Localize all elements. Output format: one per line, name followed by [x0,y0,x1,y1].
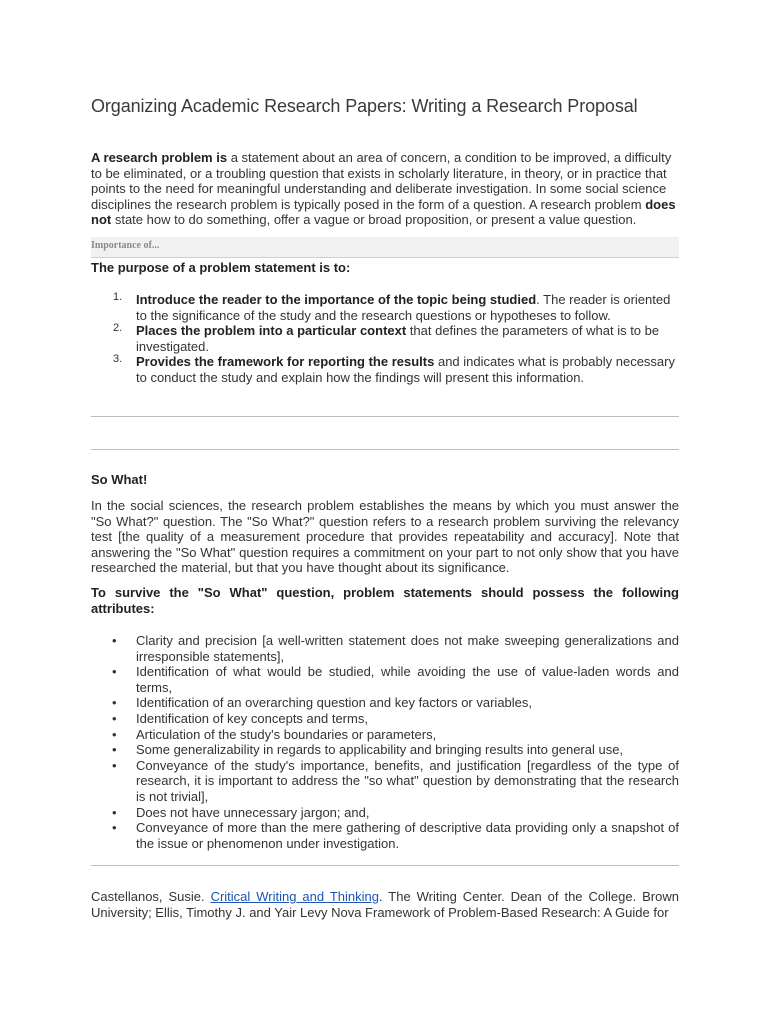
list-number: 3. [113,353,123,366]
intro-paragraph [91,150,679,228]
so-what-heading: So What! [91,472,148,487]
citation-prefix: Castellanos, Susie. [91,889,211,904]
survive-heading: To survive the "So What" question, problem statements should possess the following attributes: [91,585,679,616]
divider [91,865,679,866]
list-item-text: Articulation of the study's boundaries or parameters, [136,726,437,742]
list-item [91,354,679,385]
list-item-text: . The reader is oriented to the significance of the study and the research questions or hypotheses to follow. [136,292,671,323]
divider [91,416,679,417]
list-item [91,805,679,821]
list-item [91,664,679,695]
list-item [91,758,679,805]
list-item-text: Conveyance of the study's importance, benefits, and justification [regardless of the type of research, it is important to address the "so what" question by demonstrating that the research is not trivial], [136,757,679,804]
list-item [91,711,679,727]
list-item-text: Conveyance of more than the mere gathering of descriptive data providing only a snapshot of the issue or phenomenon under investigation. [136,820,679,851]
list-item-text: that defines the parameters of what is to be investigated. [136,323,660,354]
bullet-icon: • [112,664,117,680]
importance-label: Importance of... [91,240,160,251]
so-what-paragraph: In the social sciences, the research problem establishes the means by which you must answer the "So What?" question. The "So What?" question refers to a research problem surviving the relevancy test [the quality of a measurement procedure that provides repeatability and accuracy]. Note that answering the "So What" question requires a commitment on your part to not only show that you have researched the material, but that you have thought about its significance. [91,498,679,576]
citation [91,889,679,920]
list-item-text: Identification of key concepts and terms, [136,710,368,726]
intro-lead: A research problem is [91,150,228,165]
list-item [91,820,679,851]
intro-body: a statement about an area of concern, a condition to be improved, a difficulty to be eliminated, or a troubling question that exists in scholarly literature, in theory, or in practice that points to the need for meaningful understanding and deliberate investigation. In some social science disciplines the research problem is typically posed in the form of a question. A research problem [91,150,672,212]
list-number: 1. [113,291,123,303]
citation-link[interactable]: Critical Writing and Thinking [210,889,379,904]
bullet-icon: • [112,820,117,836]
list-item [91,323,679,354]
bullet-icon: • [112,710,117,726]
intro-emphasis: does not [91,196,676,228]
list-item [91,292,679,323]
bullet-icon: • [112,757,117,773]
list-item-text: Some generalizability in regards to applicability and bringing results into general use, [136,742,624,758]
purpose-list [91,292,679,386]
intro-tail: state how to do something, offer a vague or broad proposition, or present a value question. [111,212,637,228]
citation-suffix: . The Writing Center. Dean of the College. Brown University; Ellis, Timothy J. and Yair Levy Nova Framework of Problem-Based Research: A Guide for [91,889,679,920]
list-item-text: and indicates what is probably necessary to conduct the study and explain how the findings will present this information. [136,354,675,385]
attributes-list [91,633,679,851]
list-item [91,633,679,664]
bullet-icon: • [112,804,117,820]
page-title: Organizing Academic Research Papers: Writing a Research Proposal [91,96,638,116]
divider [91,449,679,450]
bullet-icon: • [112,742,117,758]
list-number: 2. [113,322,123,335]
list-item-lead: Places the problem into a particular context [136,323,407,339]
list-item-text: Clarity and precision [a well-written statement does not make sweeping generalizations and irresponsible statements], [136,633,679,664]
list-item [91,695,679,711]
list-item [91,742,679,758]
list-item [91,727,679,743]
purpose-heading: The purpose of a problem statement is to: [91,260,351,275]
list-item-lead: Provides the framework for reporting the results [136,354,435,370]
bullet-icon: • [112,633,117,648]
list-item-text: Identification of an overarching question and key factors or variables, [136,695,533,711]
bullet-icon: • [112,695,117,711]
list-item-text: Identification of what would be studied, while avoiding the use of value-laden words and terms, [136,664,679,695]
list-item-text: Does not have unnecessary jargon; and, [136,804,370,820]
bullet-icon: • [112,726,117,742]
importance-bar [91,237,679,258]
list-item-lead: Introduce the reader to the importance of the topic being studied [136,292,537,307]
